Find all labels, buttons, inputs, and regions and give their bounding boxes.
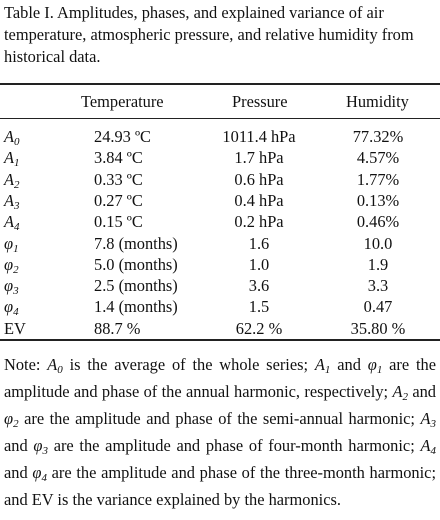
cell-temperature: 1.4 (months) (94, 297, 178, 317)
note-text-3: are the amplitude and phase of the annual harmonic, respectively; (4, 355, 436, 401)
cell-pressure: 3.6 (248, 276, 270, 296)
cell-humidity: 0.47 (363, 297, 393, 317)
table-row (0, 275, 440, 296)
table-row (0, 147, 440, 168)
table-row (0, 254, 440, 275)
row-symbol-base: A (4, 148, 15, 168)
cell-temperature: 24.93 ºC (94, 127, 151, 146)
cell-humidity: 77.32% (352, 127, 404, 146)
note-text-1: is the average of the whole series; (62, 355, 315, 374)
row-symbol-base: φ (4, 297, 14, 317)
table-row (0, 318, 440, 339)
cell-temperature: 2.5 (months) (94, 276, 178, 296)
table-row (0, 233, 440, 254)
cell-pressure: 0.4 hPa (234, 190, 284, 210)
note-phi1: φ (367, 355, 377, 374)
row-symbol-subscript: 0 (14, 136, 20, 148)
row-symbol (4, 318, 26, 339)
cell-pressure: 1.7 hPa (234, 148, 284, 168)
cell-temperature: 88.7 % (94, 318, 141, 338)
row-symbol-subscript: 4 (13, 306, 19, 319)
note-phi2: φ (4, 409, 14, 428)
row-symbol-base: φ (4, 254, 14, 274)
cell-pressure: 0.2 hPa (234, 212, 284, 232)
cell-temperature: 7.8 (months) (94, 233, 178, 253)
note-text-8: and (4, 463, 33, 482)
row-symbol-base: A (4, 169, 15, 189)
row-symbol-base: A (4, 127, 15, 146)
note-phi3: φ (33, 436, 43, 455)
cell-humidity: 4.57% (356, 148, 400, 168)
row-symbol-subscript: 3 (14, 199, 20, 212)
note-prefix: Note: (4, 355, 48, 374)
note-text-2: and (330, 355, 368, 374)
table-row (0, 296, 440, 317)
note-phi3-sub: 3 (42, 445, 48, 457)
table-row (0, 190, 440, 211)
note-text-5: are the amplitude and phase of the semi-annual harmonic; (18, 409, 421, 428)
cell-humidity: 35.80 % (350, 318, 406, 338)
cell-pressure: 1.6 (248, 233, 270, 253)
header-temperature: Temperature (81, 92, 164, 111)
row-symbol-subscript: 3 (13, 285, 19, 298)
note-a2: A (392, 382, 403, 401)
note-text-4: and (407, 382, 437, 401)
cell-humidity: 0.13% (356, 190, 400, 210)
note-a4: A (420, 436, 431, 455)
note-a3-sub: 3 (430, 418, 436, 430)
note-a4-sub: 4 (430, 445, 436, 457)
cell-humidity: 1.77% (356, 169, 400, 189)
note-phi1-sub: 1 (376, 364, 383, 376)
cell-humidity: 10.0 (363, 233, 393, 253)
cell-humidity: 0.46% (356, 212, 400, 232)
table-note (4, 354, 436, 511)
cell-pressure: 62.2 % (235, 318, 283, 338)
cell-pressure: 1011.4 hPa (222, 127, 296, 146)
row-symbol-base: φ (4, 233, 14, 253)
row-symbol-subscript: 2 (13, 263, 19, 276)
cell-temperature: 0.33 ºC (94, 169, 143, 189)
cell-temperature: 0.15 ºC (94, 212, 143, 232)
cell-pressure: 1.5 (248, 297, 270, 317)
table-row (0, 126, 440, 147)
row-symbol-subscript: 4 (14, 221, 20, 234)
cell-temperature: 0.27 ºC (94, 190, 143, 210)
cell-temperature: 3.84 ºC (94, 148, 143, 168)
note-phi4-sub: 4 (41, 472, 47, 484)
cell-pressure: 1.0 (248, 254, 270, 274)
note-a2-sub: 2 (402, 391, 408, 403)
note-a3: A (420, 409, 431, 428)
table-header-rule (0, 118, 440, 119)
row-symbol-subscript: 1 (14, 157, 20, 170)
row-symbol-base: φ (4, 276, 14, 296)
cell-humidity: 1.9 (367, 254, 389, 274)
note-phi4: φ (32, 463, 42, 482)
note-text-9: are the amplitude and phase of the three-month harmonic; and EV is the variance explained by the harmonics. (4, 463, 437, 509)
note-a1-sub: 1 (324, 364, 331, 376)
header-pressure: Pressure (232, 92, 288, 111)
note-text-7: are the amplitude and phase of four-month harmonic; (47, 436, 421, 455)
cell-temperature: 5.0 (months) (94, 254, 178, 274)
row-symbol-base: A (4, 212, 15, 232)
table-caption: Table I. Amplitudes, phases, and explained variance of air temperature, atmospheric pressure, and relative humidity from historical data. (4, 3, 414, 66)
table-bottom-rule (0, 339, 440, 341)
table-top-rule (0, 83, 440, 85)
note-text-6: and (4, 436, 34, 455)
note-phi2-sub: 2 (13, 418, 19, 430)
row-symbol-subscript: 2 (14, 178, 20, 191)
note-a0: A (47, 355, 58, 374)
cell-humidity: 3.3 (367, 276, 389, 296)
row-symbol-subscript: 1 (13, 242, 19, 255)
cell-pressure: 0.6 hPa (234, 169, 284, 189)
table-row (0, 211, 440, 232)
header-humidity: Humidity (346, 92, 409, 111)
table-row (0, 169, 440, 190)
row-symbol-base: EV (4, 318, 26, 338)
note-a0-sub: 0 (57, 364, 63, 376)
row-symbol-base: A (4, 190, 15, 210)
note-a1: A (314, 355, 325, 374)
